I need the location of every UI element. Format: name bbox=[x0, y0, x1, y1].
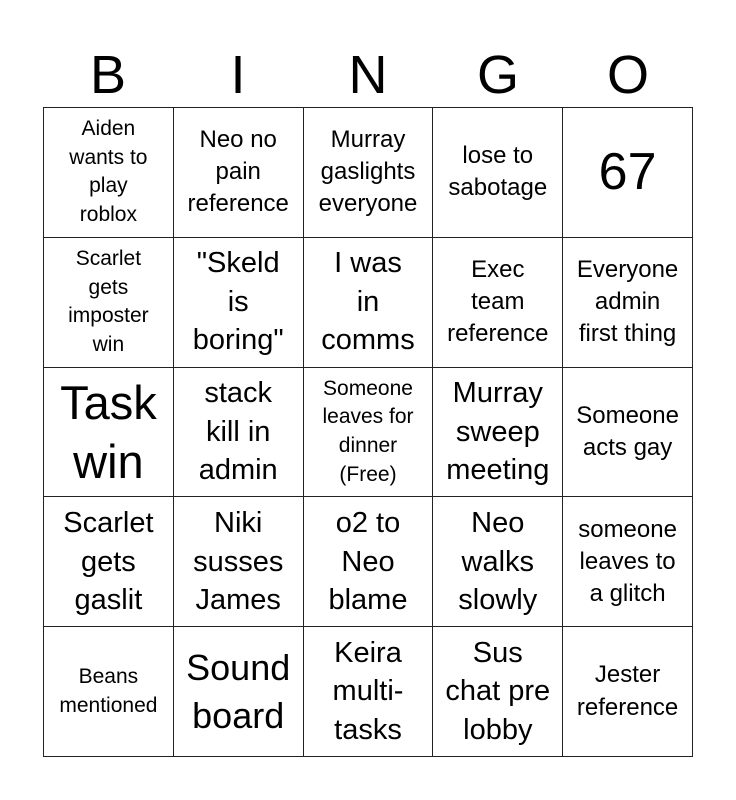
bingo-cell[interactable] bbox=[304, 497, 434, 627]
bingo-cell[interactable] bbox=[563, 238, 693, 368]
bingo-cell[interactable] bbox=[174, 238, 304, 368]
bingo-cell[interactable] bbox=[304, 238, 434, 368]
bingo-cell[interactable] bbox=[563, 108, 693, 238]
bingo-cell[interactable] bbox=[433, 368, 563, 498]
bingo-cell[interactable] bbox=[44, 108, 174, 238]
bingo-cell[interactable] bbox=[433, 108, 563, 238]
cell-text: 67 bbox=[598, 143, 657, 202]
bingo-cell[interactable] bbox=[44, 627, 174, 757]
cell-text: o2 to Neo blame bbox=[328, 506, 408, 617]
cell-text: Neo no pain reference bbox=[187, 126, 289, 218]
bingo-cell[interactable] bbox=[433, 238, 563, 368]
header-letter-i: I bbox=[230, 45, 246, 105]
bingo-cell[interactable] bbox=[174, 627, 304, 757]
header-letter-b: B bbox=[89, 45, 127, 105]
header-letter-n: N bbox=[348, 45, 388, 105]
cell-text: Task win bbox=[60, 375, 157, 488]
bingo-cell[interactable] bbox=[44, 368, 174, 498]
bingo-cell[interactable] bbox=[44, 238, 174, 368]
header-letter-o: O bbox=[606, 45, 649, 105]
cell-text: Someone acts gay bbox=[576, 401, 679, 461]
bingo-cell[interactable] bbox=[563, 368, 693, 498]
bingo-cell[interactable] bbox=[44, 497, 174, 627]
bingo-cell[interactable] bbox=[304, 368, 434, 498]
header-letter-g: G bbox=[476, 45, 519, 105]
cell-text: Sus chat pre lobby bbox=[445, 636, 551, 746]
bingo-cell[interactable] bbox=[304, 627, 434, 757]
cell-text: Aiden wants to play roblox bbox=[69, 117, 148, 226]
cell-text: Everyone admin first thing bbox=[576, 255, 679, 348]
bingo-cell[interactable] bbox=[433, 497, 563, 627]
bingo-cell[interactable] bbox=[563, 627, 693, 757]
cell-text: "Skeld is boring" bbox=[192, 247, 284, 357]
cell-text: Scarlet gets imposter win bbox=[68, 247, 149, 356]
cell-text: someone leaves to a glitch bbox=[578, 515, 677, 607]
cell-text: Keira multi- tasks bbox=[332, 636, 404, 746]
bingo-cell[interactable] bbox=[174, 497, 304, 627]
cell-text: Murray sweep meeting bbox=[446, 377, 550, 487]
cell-text: Exec team reference bbox=[447, 255, 549, 348]
bingo-header bbox=[43, 42, 693, 108]
cell-text: stack kill in admin bbox=[198, 377, 278, 487]
cell-text: I was in comms bbox=[321, 247, 415, 357]
bingo-cell[interactable] bbox=[433, 627, 563, 757]
cell-text: Someone leaves for dinner (Free) bbox=[322, 376, 414, 486]
bingo-cell[interactable] bbox=[174, 108, 304, 238]
cell-text: Niki susses James bbox=[193, 506, 284, 617]
cell-text: Neo walks slowly bbox=[458, 506, 538, 617]
cell-text: Beans mentioned bbox=[59, 665, 158, 717]
cell-text: Murray gaslights everyone bbox=[318, 126, 418, 218]
cell-text: Jester reference bbox=[576, 661, 679, 721]
cell-text: Scarlet gets gaslit bbox=[63, 506, 154, 617]
bingo-cell[interactable] bbox=[174, 368, 304, 498]
cell-text: Sound board bbox=[186, 646, 291, 736]
cell-text: lose to sabotage bbox=[448, 142, 548, 202]
bingo-cell[interactable] bbox=[304, 108, 434, 238]
bingo-cell[interactable] bbox=[563, 497, 693, 627]
bingo-board bbox=[43, 107, 693, 757]
